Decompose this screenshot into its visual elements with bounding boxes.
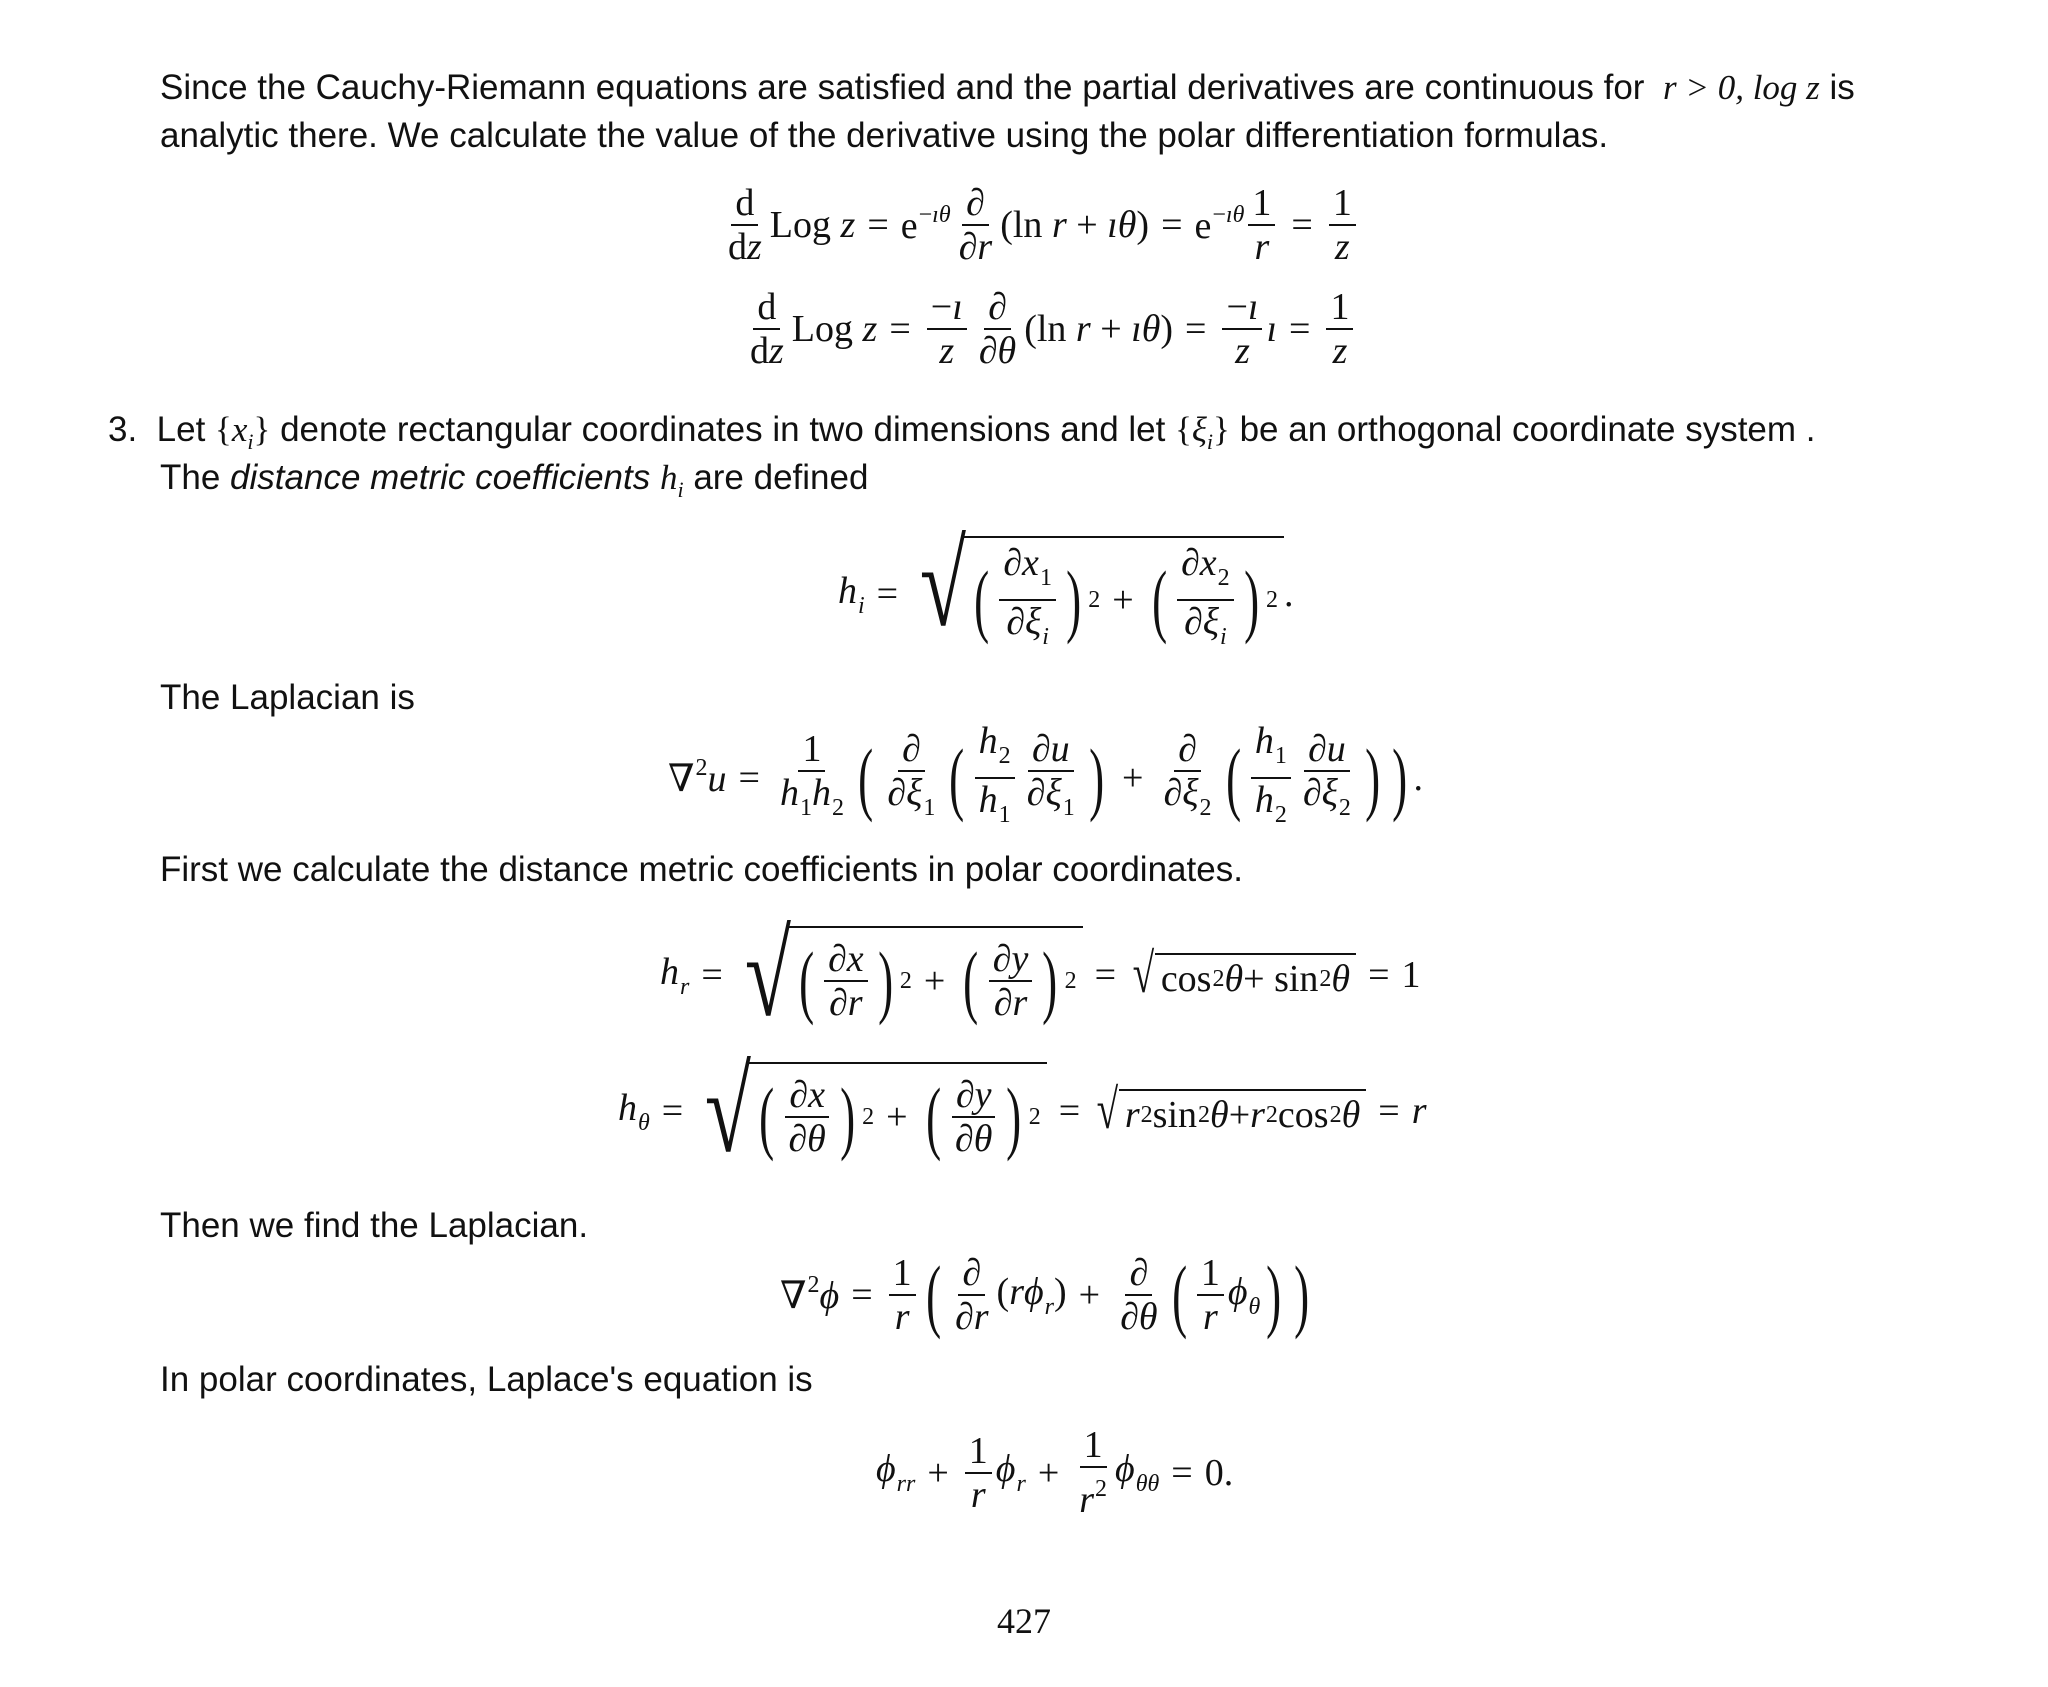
polar-laplacian-equation: ∇$^2$ϕ = $\frac{1}{r}$ ( ∂ ∂r $(r\phi_r)$ + ∂ ∂θ ( 1 r $\phi_\theta$ ) ) [780,1249,1309,1340]
general-laplacian-equation: ∇$^2$u = $\frac{1}{h_1h_2}$ ( ∂ $\partial\xi_1$ ( $h_2$ $h_1$ ∂u $\partial\xi_1$ ) + ∂ $\partial\xi_2$ ( $h_1$ $h_2$ ∂u $\partial\xi_2$ ) ) . [668,720,1424,828]
xi-set: $\{\xi_i\}$ [1175,410,1230,454]
polar-intro: First we calculate the distance metric coefficients in polar coordinates. [160,850,1243,889]
problem-number: 3. [108,410,138,449]
laplacian-intro: The Laplacian is [160,678,415,717]
problem-text-the: The [160,458,221,497]
intro-condition: r > 0, log z [1654,68,1820,107]
problem-text-1b: denote rectangular coordinates in two dimensions and let [280,410,1166,449]
page-number: 427 [997,1601,1051,1641]
intro-text-1: Since the Cauchy-Riemann equations are satisfied and the partial derivatives are continuous for [160,68,1645,107]
x-set: $\{x_i\}$ [215,410,271,454]
derivative-equation-2: d dz Log z = $\frac{-ı}{z}$ ∂ ∂θ (ln r + ıθ) = $\frac{-ı}{z}$ ı = $\frac{1}{z}$ [742,286,1357,372]
laplace-equation: $\phi_{rr}$ + $\frac{1}{r}$ $\phi_r$ + $\frac{1}{r^2}$ $\phi_{\theta\theta}$ = 0. [876,1424,1234,1521]
problem-text-2b: are defined [693,458,869,497]
problem-text-let: Let [156,410,206,449]
htheta-equation: $h_\theta$ = √ ( ∂x ∂θ ) 2 + ( ∂y ∂θ ) 2 = √ r 2 sin 2 θ + r 2 cos 2 θ = r [618,1044,1427,1177]
hr-equation: $h_r$ = √ ( ∂x ∂r ) 2 + ( ∂y ∂r ) 2 = √ cos 2 θ + sin 2 θ = 1 [660,908,1421,1041]
metric-definition-equation: $h_i$ = √ ( $\partial x_1$ $\partial\xi_i$ ) 2 + ( $\partial x_2$ $\partial\xi_i$ ) 2 . [838,530,1293,658]
intro-is: is [1829,68,1855,107]
hi-symbol: $h_i$ [659,458,684,502]
emphasis-text: distance metric coefficients [230,458,651,497]
intro-line-2: analytic there. We calculate the value of the derivative using the polar differentiation formulas. [160,116,1609,155]
problem-text-1c: be an orthogonal coordinate system . [1239,410,1816,449]
derivative-equation-1: d dz Log z = $e^{-ı\theta}$ ∂ ∂r (ln r + ıθ) = $e^{-ı\theta}$ $\frac{1}{r}$ = $\frac{1}{z}$ [720,182,1360,268]
laplace-intro: In polar coordinates, Laplace's equation is [160,1360,813,1399]
then-intro: Then we find the Laplacian. [160,1206,589,1245]
intro-line-1 [160,64,1855,112]
problem-3-line-2 [160,454,868,514]
